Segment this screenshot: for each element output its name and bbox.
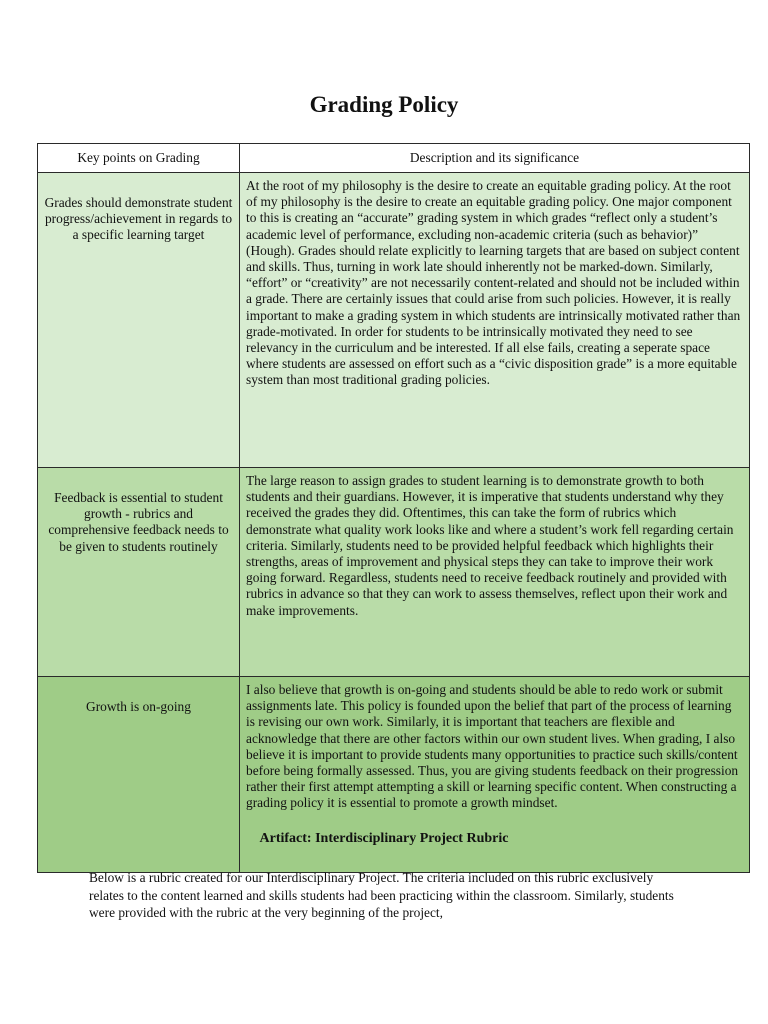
- artifact-heading: Artifact: Interdisciplinary Project Rubric: [259, 831, 509, 846]
- table-row: [38, 468, 750, 677]
- column-header-description: Description and its significance: [240, 144, 750, 173]
- key-point-cell: Grades should demonstrate student progress/achievement in regards to a specific learning target: [38, 173, 240, 468]
- description-cell: The large reason to assign grades to student learning is to demonstrate growth to both students and their guardians. However, it is imperative that students understand why they received the grades they did. Oftentimes, this can take the form of rubrics which demonstrate what quality work looks like and where a student’s work fell regarding certain criteria. Similarly, students need to be provided helpful feedback which highlights their strengths, areas of improvement and physical steps they can take to improve their work going forward. Regardless, students need to receive feedback routinely and provided with rubrics in advance so that they can work to assess themselves, reflect upon their work and make improvements.: [240, 468, 750, 677]
- table-header-row: [38, 144, 750, 173]
- grading-policy-table: [37, 143, 750, 873]
- page-title: Grading Policy: [309, 92, 459, 117]
- table-row: [38, 173, 750, 468]
- column-header-key-points: Key points on Grading: [38, 144, 240, 173]
- body-paragraph: Below is a rubric created for our Interdisciplinary Project. The criteria included on this rubric exclusively relates to the content learned and skills students had been practicing within the classroom. Similarly, students were provided with the rubric at the very beginning of the project,: [89, 870, 674, 920]
- description-cell: At the root of my philosophy is the desire to create an equitable grading policy. At the root of my philosophy is the desire to create an equitable grading policy. One major component to this is creating an “accurate” grading system in which grades “reflect only a student’s academic level of performance, excluding non-academic criteria (such as behavior)” (Hough). Grades should relate explicitly to learning targets that are based on subject content and skills. Thus, turning in work late should inherently not be marked-down. Similarly, “effort” or “creativity” are not necessarily content-related and should not be included within a grade. There are certainly issues that could arise from such policies. However, it is really important to make a grading system in which students are intrinsically motivated rather than grade-motivated. In order for students to be intrinsically motivated they need to see relevancy in the curriculum and be interested. If all else fails, creating a seperate space where students are assessed on effort such as a “civic disposition grade” is a more equitable system than most traditional grading policies.: [240, 173, 750, 468]
- key-point-cell: Feedback is essential to student growth - rubrics and comprehensive feedback needs to be given to students routinely: [38, 468, 240, 677]
- key-point-cell: Growth is on-going: [38, 677, 240, 873]
- description-cell: I also believe that growth is on-going and students should be able to redo work or submit assignments late. This policy is founded upon the belief that part of the process of learning is revising our own work. Similarly, it is important that teachers are flexible and acknowledge that there are other factors within our own student lives. When grading, I also believe it is important to provide students many opportunities to practice such skills/content before being formally assessed. Thus, you are giving students feedback on their progression rather their first attempt attempting a skill or learning specific content. When constructing a grading policy it is essential to promote a growth mindset.: [240, 677, 750, 873]
